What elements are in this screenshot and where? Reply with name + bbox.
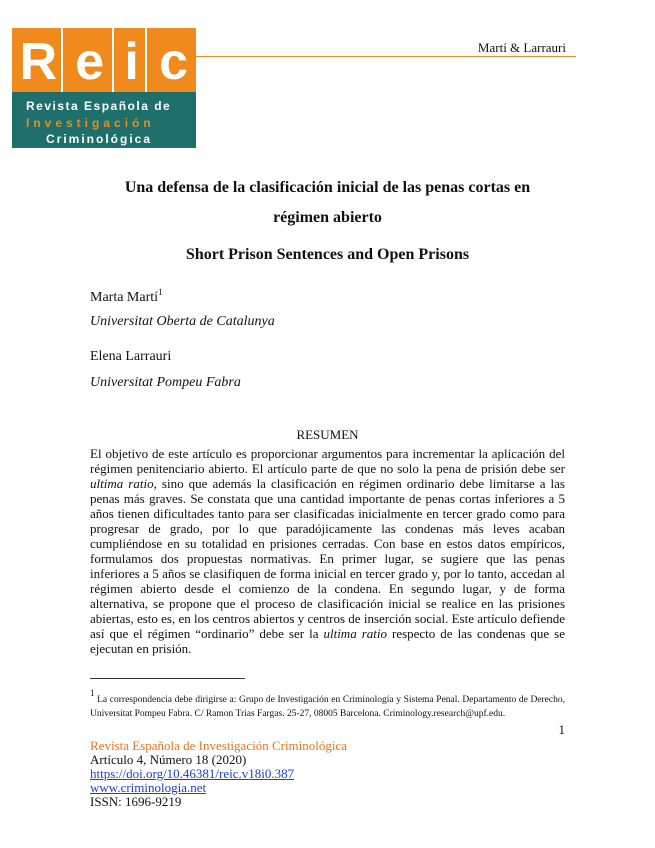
logo-letters (12, 28, 196, 92)
journal-logo (12, 28, 196, 148)
abstract-heading: RESUMEN (296, 427, 359, 442)
issn: ISSN: 1696-9219 (90, 794, 182, 809)
title-english: Short Prison Sentences and Open Prisons (185, 246, 470, 263)
logo-text-line2: Investigación (26, 116, 155, 130)
logo-divider (61, 28, 63, 92)
logo-letter: R (16, 40, 61, 84)
doi-link[interactable]: https://doi.org/10.46381/reic.v18i0.387 (90, 766, 295, 781)
header-rule (196, 56, 576, 57)
author-affiliation: Universitat Pompeu Fabra (90, 375, 241, 390)
logo-text-line1: Revista Española de (26, 99, 172, 113)
page-number: 1 (558, 722, 565, 737)
logo-text-line3: Criminológica (46, 132, 153, 146)
footnote-text: La correspondencia debe dirigirse a: Grupo de Investigación en Criminología y Sistema Penal. Departamento de Derecho, Universitat Pompeu Fabra. C/ Ramon Trias Fargas. 25-27, 08005 Barcelona. Criminology.research@upf.edu. (90, 695, 565, 719)
journal-name: Revista Española de Investigación Criminológica (90, 738, 348, 753)
journal-issue: Artículo 4, Número 18 (2020) (90, 752, 247, 767)
logo-divider (145, 28, 147, 92)
logo-letter: i (118, 40, 144, 84)
title-spanish-line2: régimen abierto (273, 209, 382, 226)
abstract-emphasis: ultima ratio (90, 476, 154, 491)
footnote-rule (90, 678, 245, 679)
logo-letter: c (151, 40, 196, 84)
running-head: Martí & Larrauri (477, 40, 566, 55)
website-link[interactable]: www.criminologia.net (90, 780, 207, 795)
footnote (90, 686, 565, 721)
abstract-body (90, 446, 565, 656)
logo-letter: e (67, 40, 112, 84)
logo-divider (112, 28, 114, 92)
abstract-emphasis: ultima ratio (323, 626, 387, 641)
author-name (90, 349, 171, 365)
author-affiliation: Universitat Oberta de Catalunya (90, 314, 275, 329)
author-name-text: Marta Martí (90, 290, 159, 305)
abstract-text: , sino que además la clasificación en régimen ordinario debe limitarse a las penas más graves. Se constata que una cantidad importante de penas cortas inferiores a 5 años tienen dificultades tanto para ser clasificadas inicialmente en tercer grado como para progresar de grado, por lo que paradójicamente las condenas más leves acaban cumpliéndose en su totalidad en prisiones cerradas. Con base en estos datos empíricos, formulamos dos propuestas normativas. En primer lugar, se sugiere que las penas inferiores a 5 años se clasifiquen de forma inicial en tercer grado y, por lo tanto, accedan al régimen abierto desde el comienzo de la condena. En segundo lugar, y de forma alternativa, se propone que el proceso de clasificación inicial se realice en las prisiones abiertas, esto es, en los centros abiertos y centros de inserción social. Este artículo defiende así que el régimen “ordinario” debe ser la (90, 476, 565, 641)
author-name (90, 287, 163, 306)
abstract-text: El objetivo de este artículo es proporcionar argumentos para incrementar la aplicación del régimen penitenciario abierto. El artículo parte de que no solo la pena de prisión debe ser (90, 446, 565, 476)
footnote-mark: 1 (90, 688, 95, 698)
footnote-ref[interactable]: 1 (158, 287, 163, 297)
author-name-text: Elena Larrauri (90, 349, 172, 364)
title-spanish-line1: Una defensa de la clasificación inicial de las penas cortas en (124, 179, 531, 196)
abstract-text: respecto de las condenas que se ejecutan en prisión. (90, 626, 565, 656)
